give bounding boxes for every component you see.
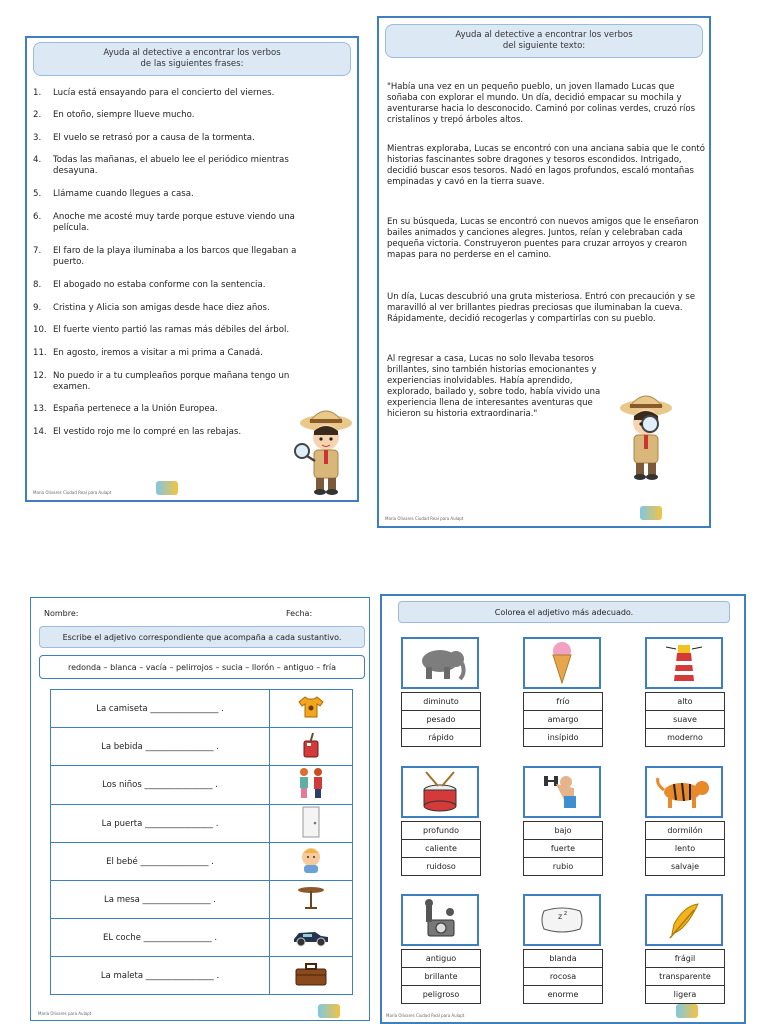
table-icon [296,885,326,911]
adjective-group [523,637,603,747]
adjective-group [645,766,725,876]
tshirt-icon [297,695,325,719]
name-label: Nombre: [44,609,79,618]
adjective-group [645,637,725,747]
adjective-option[interactable]: insípido [523,729,603,747]
story-paragraph: En su búsqueda, Lucas se encontró con nuevos amigos que le enseñaron bailes animados y canciones alegres. Juntos, reían y celebraban cada pequeña victoria. Construyeron puentes para cruzar arroyos y crearon mapas para no perderse en el camino. [387,217,699,260]
panel4-title: Colorea el adjetivo más adecuado. [398,601,730,623]
instruction-bar: Escribe el adjetivo correspondiente que acompaña a cada sustantivo. [39,626,365,648]
lighthouse-icon [664,641,704,685]
adjective-option[interactable]: bajo [523,821,603,840]
adjective-option[interactable]: suave [645,711,725,729]
table-row: El bebé ________________ . [51,843,353,881]
table-row: Los niños ________________ . [51,766,353,805]
table-row: La camiseta ________________ . [51,690,353,728]
adjective-group [401,637,481,747]
ice-cream-icon [550,641,574,685]
adjective-option[interactable]: frágil [645,949,725,968]
logo-icon [676,1004,698,1018]
table-row: La mesa ________________ . [51,881,353,919]
svg-text:z: z [558,912,563,921]
adjective-group [523,766,603,876]
adjective-option[interactable]: dormilón [645,821,725,840]
logo-icon [640,506,662,520]
panel2-header: Ayuda al detective a encontrar los verbos del siguiente texto: [385,24,703,58]
baby-icon [296,845,326,875]
story-paragraph: "Había una vez en un pequeño pueblo, un joven llamado Lucas que soñaba con explorar el mundo. Un día, decidió empacar su mochila y aventurarse hacia lo desconocido. Caminó por colinas verdes, cruzó ríos cristalinos y trepó árboles altos. [387,82,695,125]
old-telephone-icon [418,898,462,942]
adjective-table [50,689,353,995]
panel4-footer: María Olivares Ciudad Real para Aulapt [386,1013,465,1018]
adjective-option[interactable]: amargo [523,711,603,729]
car-icon [291,925,331,947]
svg-text:z: z [564,910,568,917]
adjective-option[interactable]: alto [645,692,725,711]
adjective-option[interactable]: ligera [645,986,725,1004]
adjective-option[interactable]: diminuto [401,692,481,711]
weightlifter-icon [540,770,584,814]
door-icon [301,806,321,838]
adjective-option[interactable]: brillante [401,968,481,986]
panel1-footer: María Olivares Ciudad Real para Aulapt [33,490,112,495]
panel2-footer: María Olivares Ciudad Real para Aulapt [385,516,464,521]
adjective-option[interactable]: antiguo [401,949,481,968]
tiger-icon [654,774,714,810]
adjective-group [401,766,481,876]
story-paragraph: Un día, Lucas descubrió una gruta misteriosa. Entró con precaución y se maravilló al ver brillantes piedras preciosas que iluminaban la cueva. Rápidamente, decidió recogerlas y compartirlas con su pueblo. [387,292,696,324]
adjective-option[interactable]: rápido [401,729,481,747]
logo-icon [156,481,178,495]
children-icon [295,766,327,800]
adjective-option[interactable]: fuerte [523,840,603,858]
adjective-option[interactable]: ruidoso [401,858,481,876]
adjective-group [523,894,603,1004]
adjective-option[interactable]: lento [645,840,725,858]
word-bank: redonda – blanca – vacía – pelirrojos – sucia – llorón – antiguo – fría [39,655,365,679]
table-row: La puerta ________________ . [51,805,353,843]
adjective-option[interactable]: salvaje [645,858,725,876]
adjective-option[interactable]: rocosa [523,968,603,986]
story-paragraph: Al regresar a casa, Lucas no solo llevaba tesoros brillantes, sino también historias emocionantes y experiencias inolvidables. Había aprendido, explorado, bailado y, sobre todo, había vivido una experiencia llena de interesantes aventuras que hicieron su historia extraordinaria." [387,354,601,419]
detective-icon [292,405,356,497]
table-row: EL coche ________________ . [51,919,353,957]
adjective-option[interactable]: frío [523,692,603,711]
adjective-option[interactable]: caliente [401,840,481,858]
panel3-footer: María Olivares para Aulapt [38,1011,92,1016]
adjective-option[interactable]: blanda [523,949,603,968]
adjective-option[interactable]: rubio [523,858,603,876]
story-paragraph: Mientras exploraba, Lucas se encontró con una anciana sabia que le contó historias fascinantes sobre dragones y tesoros escondidos. Intrigado, decidió buscar esos tesoros. Nadó en lagos profundos, escaló montañas empinadas y cavó en la tierra suave. [387,144,705,187]
table-row: La bebida ________________ . [51,728,353,766]
adjective-option[interactable]: peligroso [401,986,481,1004]
adjective-option[interactable]: profundo [401,821,481,840]
adjective-group [645,894,725,1004]
pillow-icon [540,905,584,935]
panel1-header: Ayuda al detective a encontrar los verbos de las siguientes frases: [33,42,351,76]
adjective-option[interactable]: pesado [401,711,481,729]
adjective-option[interactable]: enorme [523,986,603,1004]
drum-icon [418,770,462,814]
detective-icon [612,390,676,482]
drink-icon [299,731,323,759]
suitcase-icon [294,961,328,987]
table-row: La maleta ________________ . [51,957,353,995]
adjective-option[interactable]: transparente [645,968,725,986]
logo-icon [318,1004,340,1018]
elephant-icon [412,643,468,683]
adjective-group [401,894,481,1004]
feather-icon [664,900,704,940]
date-label: Fecha: [286,609,313,618]
adjective-option[interactable]: moderno [645,729,725,747]
